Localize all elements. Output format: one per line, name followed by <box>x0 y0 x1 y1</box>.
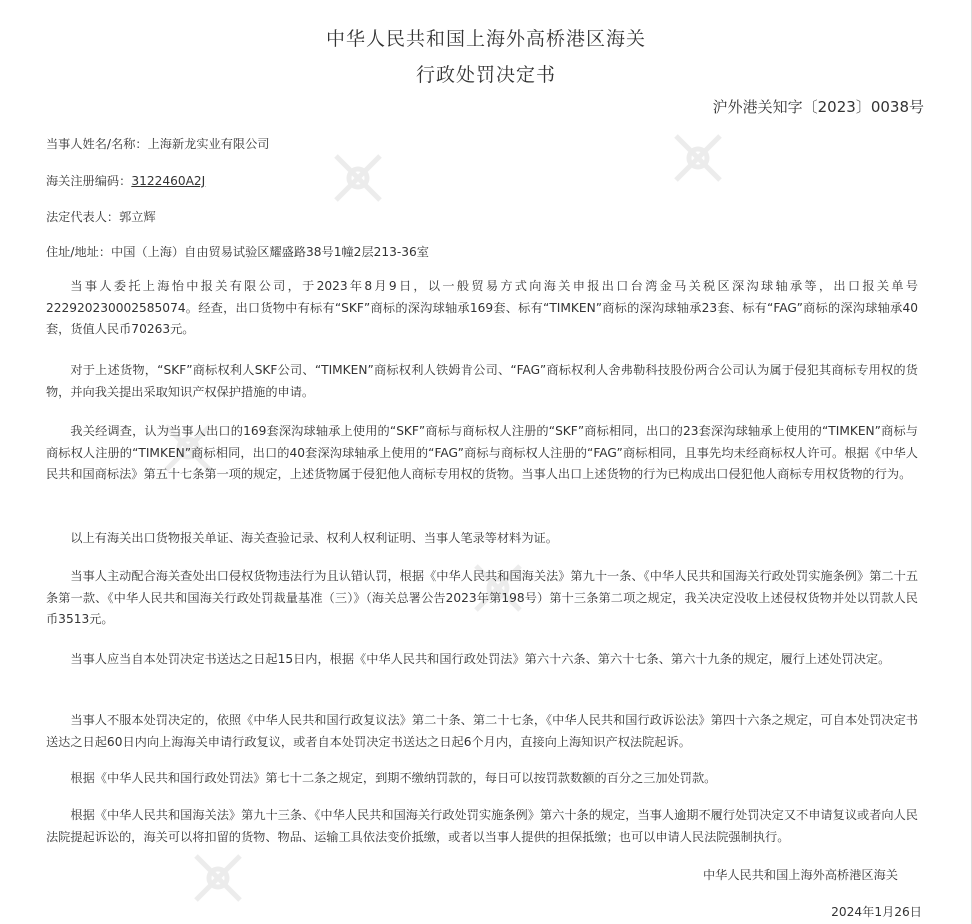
paragraph-appeal: 当事人不服本处罚决定的，依照《中华人民共和国行政复议法》第二十条、第二十七条，《中华人民共和国行政诉讼法》第四十六条之规定，可自本处罚决定书送达之日起60日内向上海海关申请行政复议，或者自本处罚决定书送达之日起6个月内，直接向上海知识产权法院起诉。 <box>46 713 918 749</box>
customs-emblem-icon <box>670 130 726 186</box>
page-subtitle: 行政处罚决定书 <box>415 64 556 86</box>
paragraph-penalty: 当事人主动配合海关查处出口侵权货物违法行为且认错认罚，根据《中华人民共和国海关法》第九十一条、《中华人民共和国海关行政处罚实施条例》第二十五条第一款、《中华人民共和国海关行政处罚裁量基准（三）》（海关总署公告2023年第198号）第十三条第二项之规定，我关决定没收上述侵权货物并处以罚款人民币3513元。 <box>46 569 918 626</box>
party-field <box>46 135 269 152</box>
document-number: 沪外港关知字〔2023〕0038号 <box>712 98 924 116</box>
paragraph-late-fee: 根据《中华人民共和国行政处罚法》第七十二条之规定，到期不缴纳罚款的，每日可以按罚款数额的百分之三加处罚款。 <box>70 771 717 785</box>
customs-code-field <box>46 172 205 189</box>
paragraph-investigation: 我关经调查，认为当事人出口的169套深沟球轴承上使用的“SKF”商标与商标权人注册的“SKF”商标相同，出口的23套深沟球轴承上使用的“TIMKEN”商标与商标权人注册的“TIMKEN”商标相同，出口的40套深沟球轴承上使用的“FAG”商标与商标权人注册的“FAG”商标相同，且事先均未经商标权人许可。根据《中华人民共和国商标法》第五十七条第一项的规定，上述货物属于侵犯他人商标专用权的货物。当事人出口上述货物的行为已构成出口侵犯他人商标专用权货物的行为。 <box>46 424 918 481</box>
issue-date: 2024年1月26日 <box>831 905 922 919</box>
page-title: 中华人民共和国上海外高桥港区海关 <box>325 28 646 50</box>
customs-emblem-icon <box>190 850 246 906</box>
legal-rep-field <box>46 208 156 225</box>
customs-code-value: 3122460A2J <box>131 174 206 188</box>
paragraph-enforcement: 根据《中华人民共和国海关法》第九十三条、《中华人民共和国海关行政处罚实施条例》第六十条的规定，当事人逾期不履行处罚决定又不申请复议或者向人民法院提起诉讼的，海关可以将扣留的货物、物品、运输工具依法变价抵缴，或者以当事人提供的担保抵缴；也可以申请人民法院强制执行。 <box>46 808 918 844</box>
paragraph-deadline: 当事人应当自本处罚决定书送达之日起15日内，根据《中华人民共和国行政处罚法》第六十六条、第六十七条、第六十九条的规定，履行上述处罚决定。 <box>70 652 891 666</box>
address-value: 中国（上海）自由贸易试验区耀盛路38号1幢2层213-36室 <box>111 245 429 259</box>
address-field <box>46 243 429 260</box>
customs-code-label: 海关注册编码： <box>46 174 132 188</box>
customs-emblem-icon <box>330 150 386 206</box>
party-label: 当事人姓名/名称： <box>46 137 148 151</box>
paragraph-application: 对于上述货物，“SKF”商标权利人SKF公司、“TIMKEN”商标权利人铁姆肯公司、“FAG”商标权利人舍弗勒科技股份两合公司认为属于侵犯其商标专用权的货物，并向我关提出采取知识产权保护措施的申请。 <box>46 363 918 399</box>
address-label: 住址/地址： <box>46 245 112 259</box>
paragraph-evidence: 以上有海关出口货物报关单证、海关查验记录、权利人权利证明、当事人笔录等材料为证。 <box>70 531 558 545</box>
party-value: 上海新龙实业有限公司 <box>147 137 270 151</box>
issuer-signature: 中华人民共和国上海外高桥港区海关 <box>703 868 898 882</box>
legal-rep-label: 法定代表人： <box>46 210 120 224</box>
legal-rep-value: 郭立辉 <box>119 210 156 224</box>
paragraph-facts: 当事人委托上海怡中报关有限公司，于2023年8月9日，以一般贸易方式向海关申报出口台湾金马关税区深沟球轴承等，出口报关单号222920230002585074。经查，出口货物中有标有“SKF”商标的深沟球轴承169套、标有“TIMKEN”商标的深沟球轴承23套、标有“FAG”商标的深沟球轴承40套，货值人民币70263元。 <box>46 279 918 336</box>
